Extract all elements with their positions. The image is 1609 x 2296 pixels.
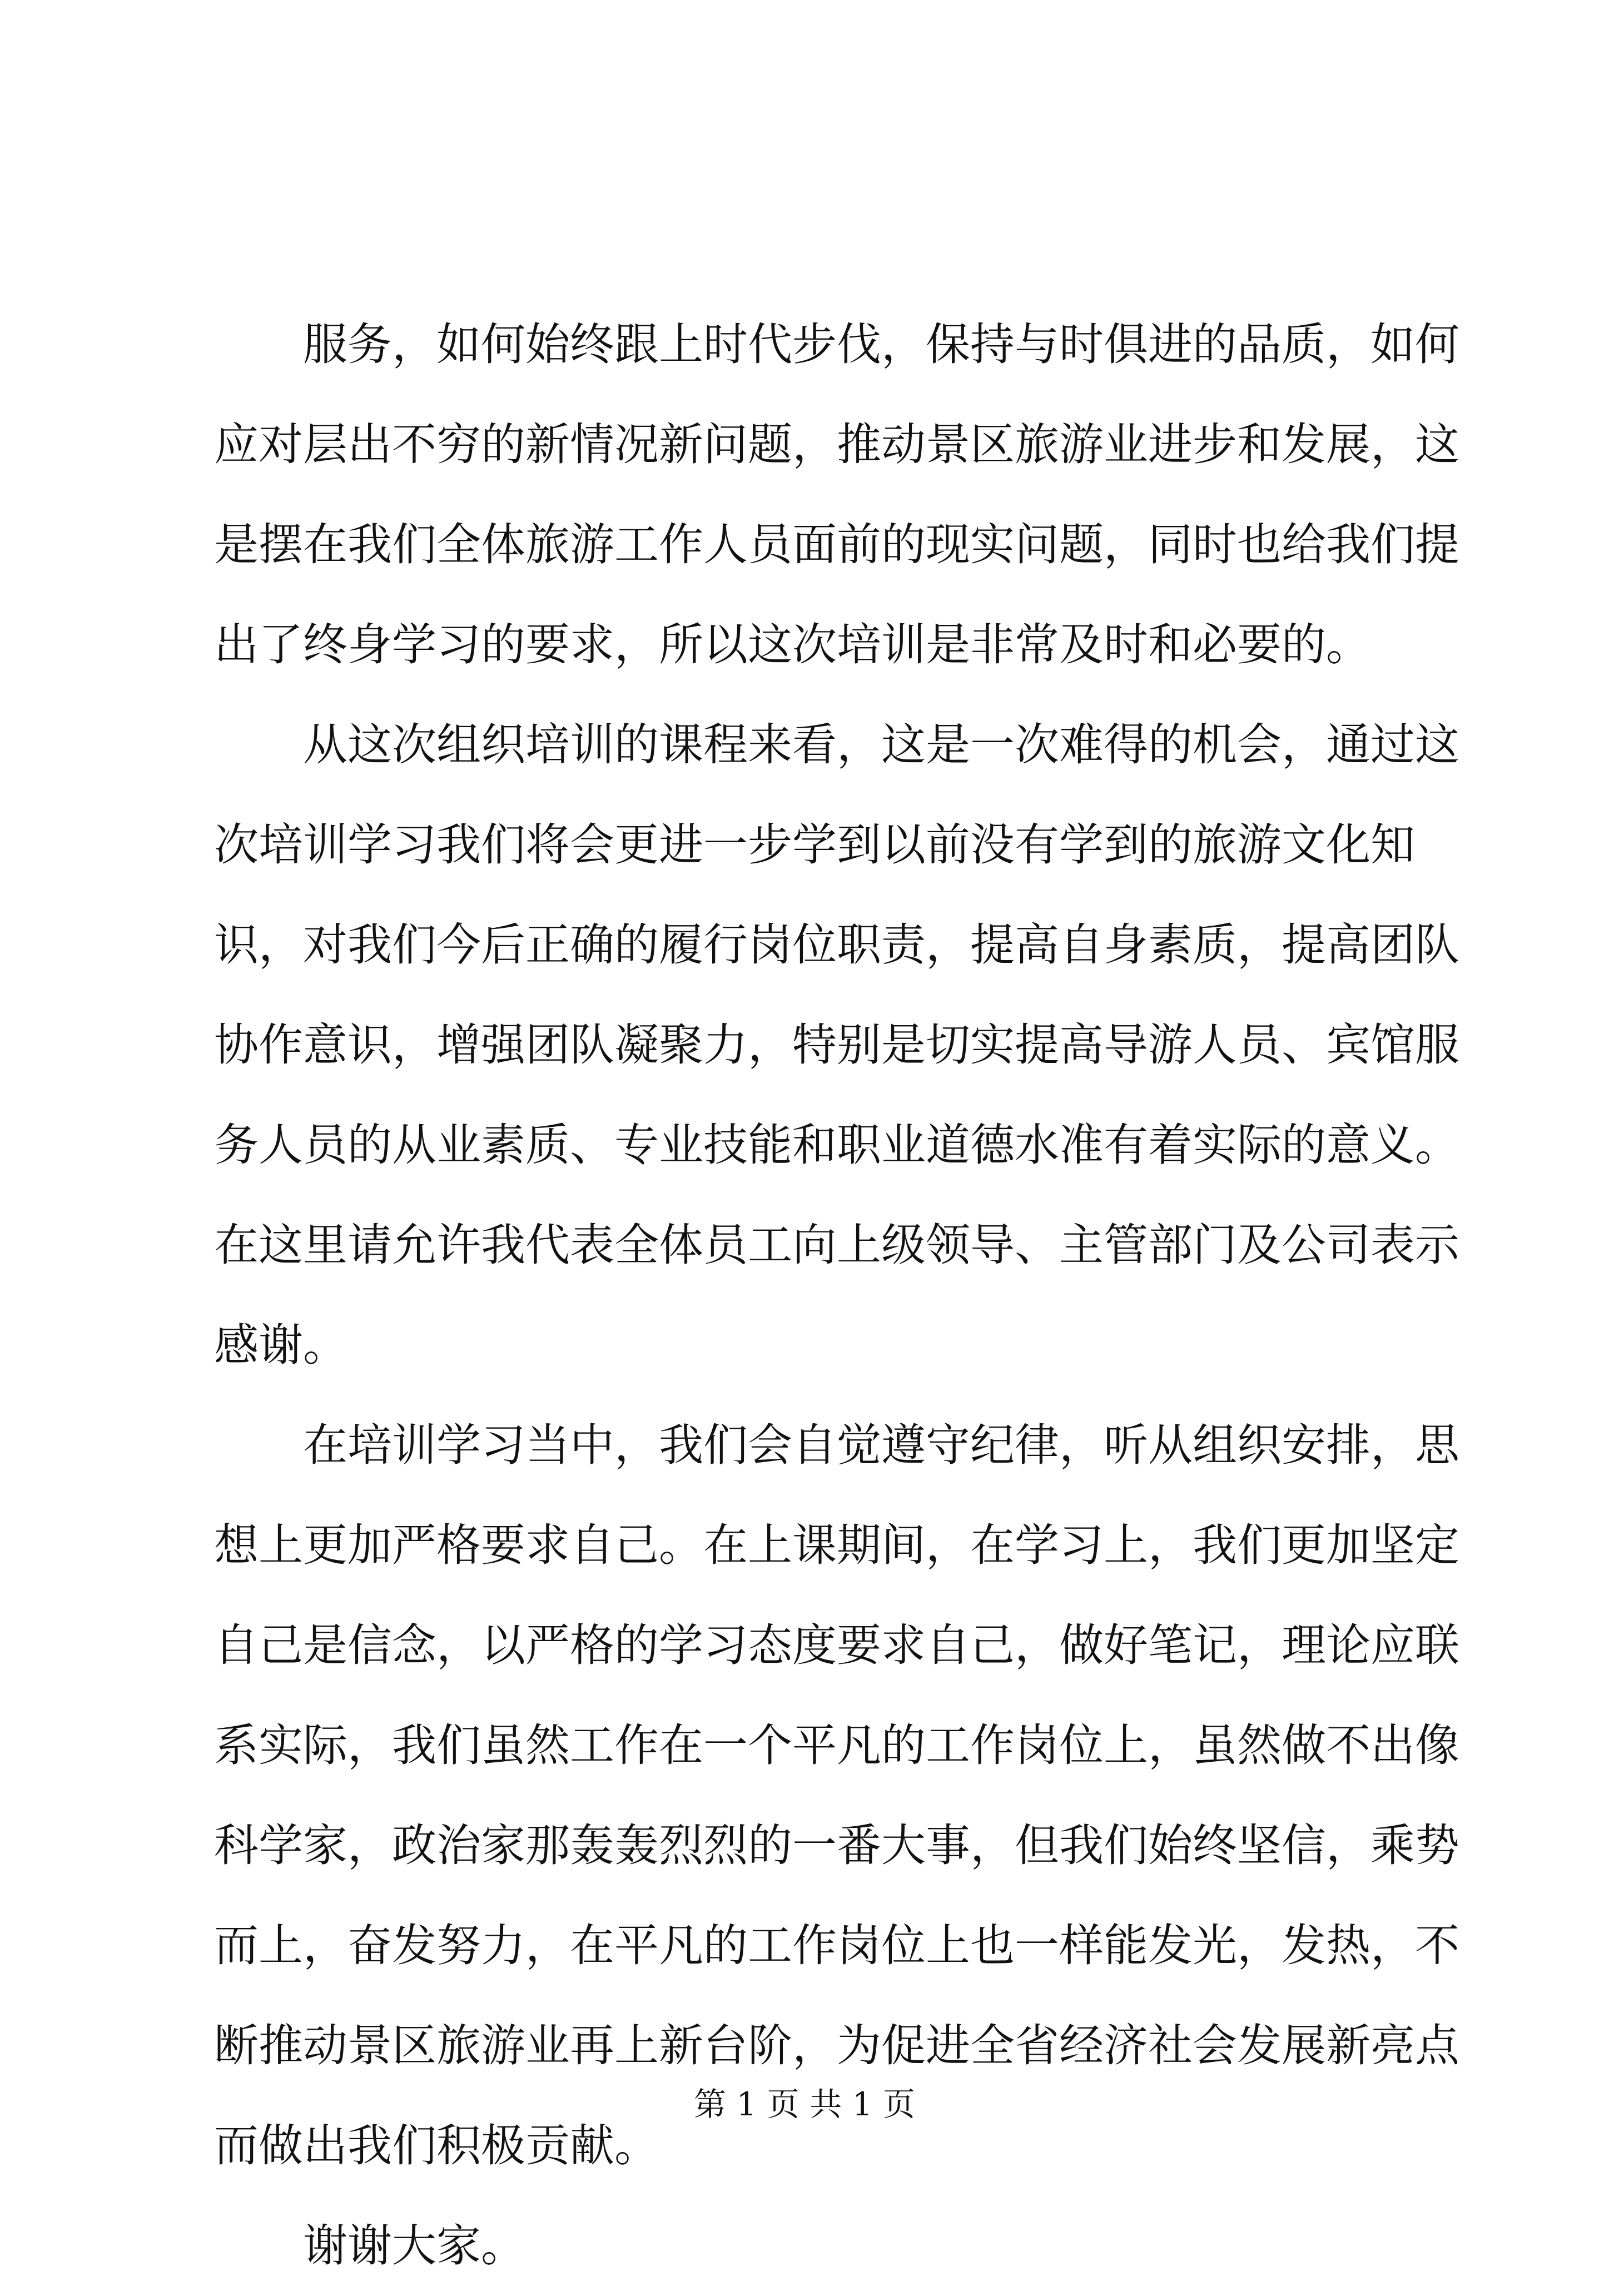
text-line: 在培训学习当中，我们会自觉遵守纪律，听从组织安排，思 bbox=[303, 1419, 1459, 1471]
text-line: 识，对我们今后正确的履行岗位职责，提高自身素质，提高团队 bbox=[214, 919, 1459, 971]
text-line: 出了终身学习的要求，所以这次培训是非常及时和必要的。 bbox=[214, 619, 1370, 670]
text-line: 谢谢大家。 bbox=[303, 2220, 525, 2272]
text-line: 从这次组织培训的课程来看，这是一次难得的机会，通过这 bbox=[303, 719, 1459, 771]
text-line: 务人员的从业素质、专业技能和职业道德水准有着实际的意义。 bbox=[214, 1119, 1459, 1171]
text-line: 感谢。 bbox=[214, 1319, 347, 1371]
text-line: 次培训学习我们将会更进一步学到以前没有学到的旅游文化知 bbox=[214, 819, 1415, 871]
document-body bbox=[214, 295, 1459, 2296]
text-line: 而上，奋发努力，在平凡的工作岗位上也一样能发光，发热，不 bbox=[214, 1920, 1459, 1971]
text-line: 在这里请允许我代表全体员工向上级领导、主管部门及公司表示 bbox=[214, 1219, 1459, 1271]
text-line: 系实际，我们虽然工作在一个平凡的工作岗位上，虽然做不出像 bbox=[214, 1719, 1459, 1771]
text-line: 协作意识，增强团队凝聚力，特别是切实提高导游人员、宾馆服 bbox=[214, 1019, 1459, 1071]
text-line: 想上更加严格要求自己。在上课期间，在学习上，我们更加坚定 bbox=[214, 1519, 1459, 1571]
page-footer: 第 1 页 共 1 页 bbox=[694, 2085, 915, 2123]
paragraph-1 bbox=[214, 295, 1459, 695]
text-line: 自己是信念，以严格的学习态度要求自己，做好笔记，理论应联 bbox=[214, 1619, 1459, 1671]
text-line: 是摆在我们全体旅游工作人员面前的现实问题，同时也给我们提 bbox=[214, 519, 1459, 570]
paragraph-2 bbox=[214, 695, 1459, 1395]
text-line: 服务，如何始终跟上时代步伐，保持与时俱进的品质，如何 bbox=[303, 319, 1459, 370]
paragraph-3 bbox=[214, 1395, 1459, 2196]
paragraph-4 bbox=[214, 2196, 1415, 2296]
text-line: 断推动景区旅游业再上新台阶，为促进全省经济社会发展新亮点 bbox=[214, 2020, 1459, 2071]
text-line: 应对层出不穷的新情况新问题，推动景区旅游业进步和发展，这 bbox=[214, 419, 1459, 470]
text-line: 科学家，政治家那轰轰烈烈的一番大事，但我们始终坚信，乘势 bbox=[214, 1820, 1459, 1871]
text-line: 而做出我们积极贡献。 bbox=[214, 2120, 659, 2171]
